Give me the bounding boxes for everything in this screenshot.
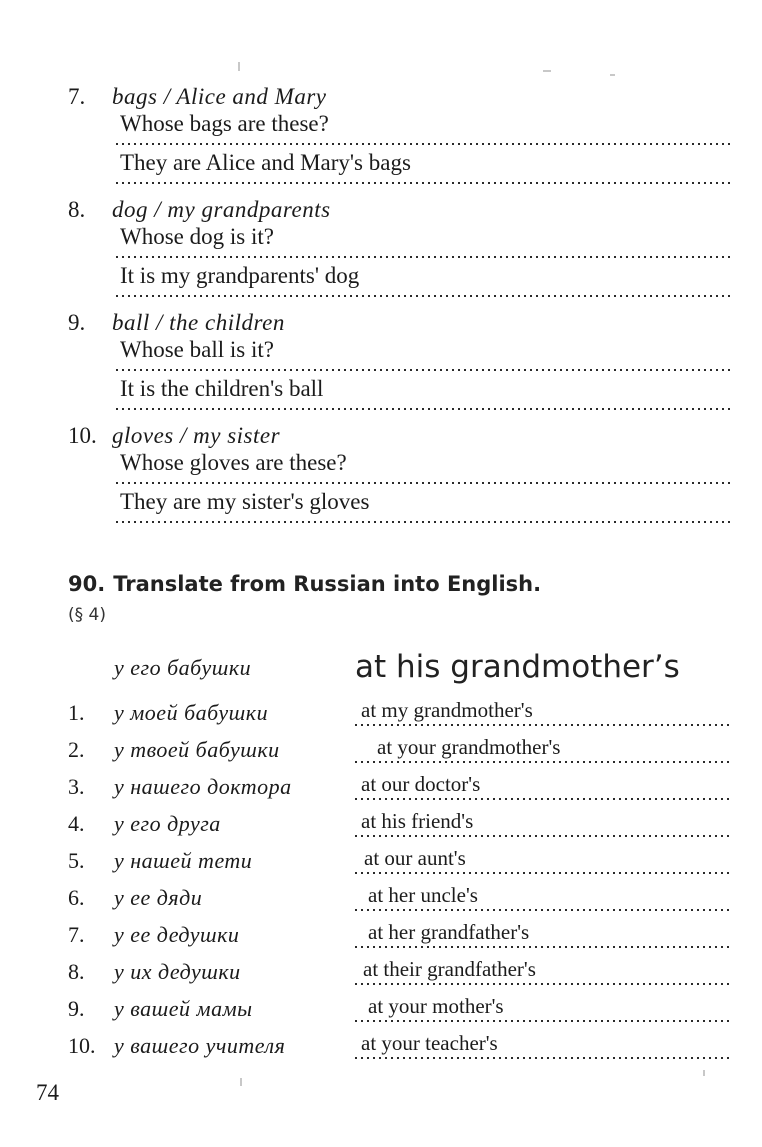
row-number: 3. — [68, 774, 85, 799]
item-number: 8. — [68, 197, 86, 222]
translation-row-5 — [68, 837, 762, 874]
possessive-exercise-section — [0, 0, 762, 523]
exercise-item-8 — [0, 197, 762, 297]
dotted-answer-line — [116, 407, 730, 410]
exercise-item-9 — [0, 310, 762, 410]
item-number: 7. — [68, 84, 86, 109]
english-answer: at our aunt's — [364, 846, 466, 870]
dotted-answer-line — [355, 994, 730, 1022]
english-answer: at my grandmother's — [361, 698, 533, 722]
translation-row-6 — [68, 874, 762, 911]
dotted-answer-line — [116, 255, 730, 258]
exercise-heading — [0, 571, 762, 597]
page-number: 74 — [36, 1080, 59, 1105]
russian-phrase: у вашего учителя — [114, 1033, 286, 1058]
item-number: 9. — [68, 310, 86, 335]
row-number: 10. — [68, 1033, 96, 1058]
translation-row-3 — [68, 763, 762, 800]
english-answer: at her grandfather's — [368, 920, 530, 944]
translation-row-8 — [68, 948, 762, 985]
scan-noise — [703, 1070, 705, 1076]
row-number: 9. — [68, 996, 85, 1021]
scan-noise — [543, 70, 551, 72]
dotted-answer-line — [116, 142, 730, 145]
example-russian-phrase: у его бабушки — [114, 655, 252, 680]
row-number: 5. — [68, 848, 85, 873]
translation-row-4 — [68, 800, 762, 837]
russian-phrase: у ее дедушки — [114, 922, 240, 947]
english-answer: at your teacher's — [361, 1031, 498, 1055]
item-heading — [68, 310, 762, 336]
dotted-answer-line — [355, 698, 730, 726]
english-answer: at your mother's — [368, 994, 504, 1018]
translation-row-7 — [68, 911, 762, 948]
question-line: Whose bags are these? — [120, 111, 329, 136]
dotted-answer-line — [116, 294, 730, 297]
row-number: 7. — [68, 922, 85, 947]
translation-row-10 — [68, 1022, 762, 1059]
dotted-answer-line — [116, 368, 730, 371]
russian-phrase: у нашего доктора — [114, 774, 292, 799]
item-prompt: bags / Alice and Mary — [112, 84, 327, 109]
russian-phrase: у их дедушки — [114, 959, 241, 984]
russian-phrase: у твоей бабушки — [114, 737, 280, 762]
translation-list — [0, 689, 762, 1059]
answer-line: It is the children's ball — [120, 376, 324, 401]
english-answer: at her uncle's — [368, 883, 478, 907]
russian-phrase: у нашей тети — [114, 848, 253, 873]
dotted-answer-line — [116, 520, 730, 523]
answer-line: They are my sister's gloves — [120, 489, 370, 514]
exercise-number: 90. — [68, 572, 106, 596]
dotted-answer-line — [355, 920, 730, 948]
dotted-answer-line — [116, 481, 730, 484]
english-answer: at your grandmother's — [377, 735, 561, 759]
exercise-title: Translate from Russian into English. — [113, 572, 542, 596]
english-answer: at their grandfather's — [363, 957, 536, 981]
question-line: Whose dog is it? — [120, 224, 274, 249]
item-prompt: dog / my grandparents — [112, 197, 331, 222]
russian-phrase: у его друга — [114, 811, 221, 836]
exercise-item-7 — [0, 84, 762, 184]
answer-line: It is my grandparents' dog — [120, 263, 360, 288]
example-english-answer: at his grandmother’s — [355, 649, 680, 685]
question-line: Whose ball is it? — [120, 337, 274, 362]
english-answer: at his friend's — [361, 809, 474, 833]
exercise-item-10 — [0, 423, 762, 523]
row-number: 6. — [68, 885, 85, 910]
item-prompt: gloves / my sister — [112, 423, 281, 448]
row-number: 2. — [68, 737, 85, 762]
item-prompt: ball / the children — [112, 310, 285, 335]
item-heading — [68, 423, 762, 449]
answer-line: They are Alice and Mary's bags — [120, 150, 411, 175]
dotted-answer-line — [355, 846, 730, 874]
russian-phrase: у вашей мамы — [114, 996, 253, 1021]
translation-row-9 — [68, 985, 762, 1022]
item-heading — [68, 84, 762, 110]
scan-noise — [238, 62, 240, 71]
question-line: Whose gloves are these? — [120, 450, 347, 475]
scan-noise — [610, 74, 615, 76]
item-heading — [68, 197, 762, 223]
translation-row-1 — [68, 689, 762, 726]
dotted-answer-line — [355, 772, 730, 800]
dotted-answer-line — [355, 957, 730, 985]
russian-phrase: у моей бабушки — [114, 700, 269, 725]
item-number: 10. — [68, 423, 97, 448]
dotted-answer-line — [355, 883, 730, 911]
scan-noise — [240, 1078, 242, 1086]
paragraph-reference: (§ 4) — [68, 605, 106, 625]
english-answer: at our doctor's — [361, 772, 481, 796]
dotted-answer-line — [355, 1031, 730, 1059]
russian-phrase: у ее дяди — [114, 885, 203, 910]
row-number: 1. — [68, 700, 85, 725]
translation-row-2 — [68, 726, 762, 763]
dotted-answer-line — [116, 181, 730, 184]
row-number: 4. — [68, 811, 85, 836]
dotted-answer-line — [355, 809, 730, 837]
dotted-answer-line — [355, 735, 730, 763]
row-number: 8. — [68, 959, 85, 984]
example-row — [0, 637, 762, 685]
